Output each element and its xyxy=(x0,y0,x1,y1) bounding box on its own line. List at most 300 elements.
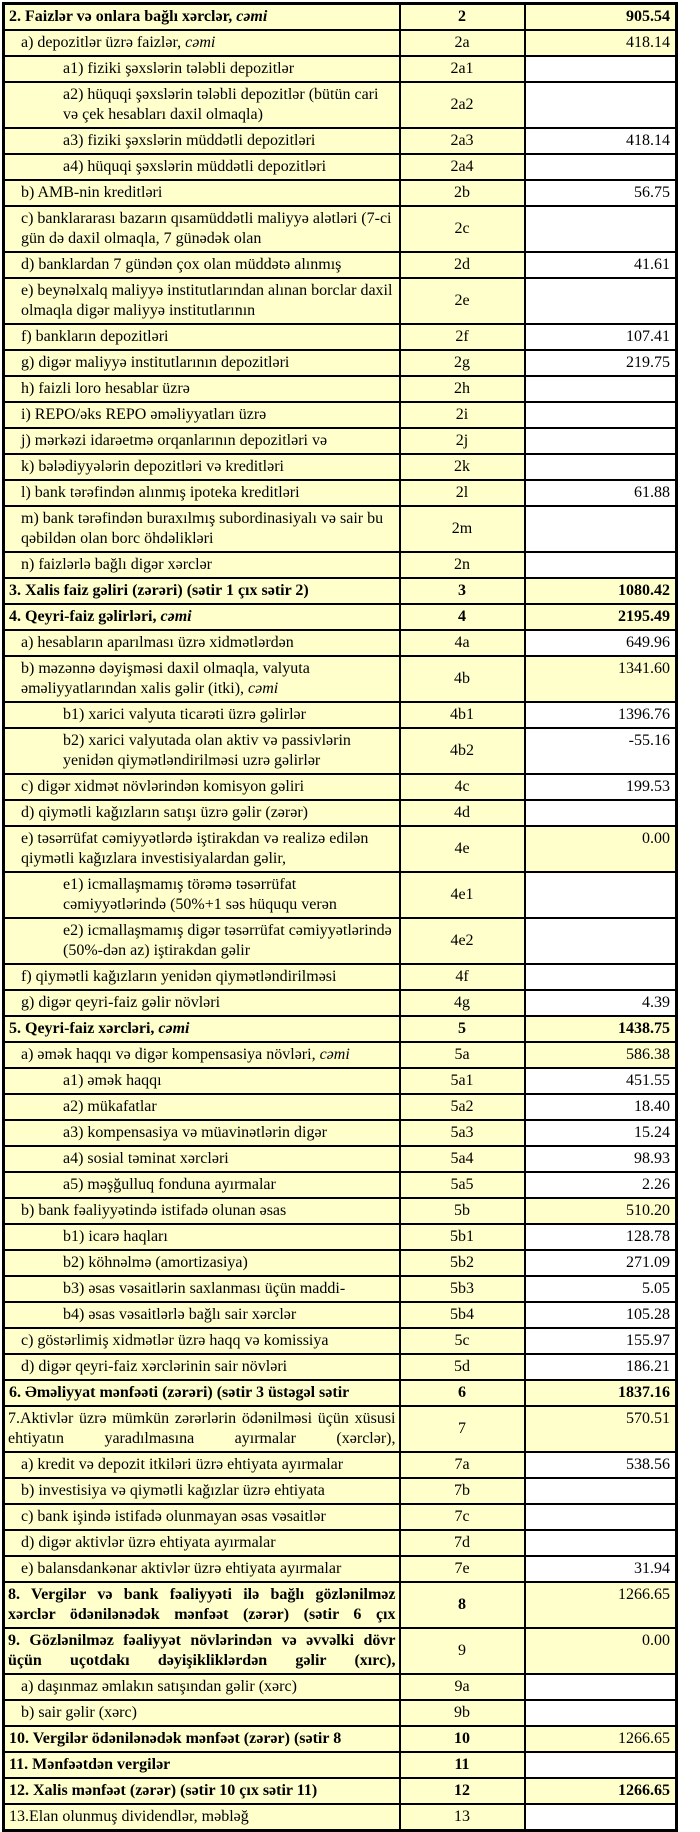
row-value-5b4[interactable]: 105.28 xyxy=(525,1302,677,1328)
row-value-7b[interactable] xyxy=(525,1478,677,1504)
row-code: 2a1 xyxy=(400,56,525,82)
row-code: 2j xyxy=(400,428,525,454)
table-row-5b4 xyxy=(4,1302,677,1328)
table-row-2a xyxy=(4,30,677,56)
row-label-text: c) banklararası bazarın qısamüddətli maliyyə alətləri (7-ci gün də daxil olmaqla, 7 günədək olan xyxy=(21,210,392,247)
table-row-2h xyxy=(4,376,677,402)
row-value-5: 1438.75 xyxy=(525,1016,677,1042)
row-code: 2k xyxy=(400,454,525,480)
row-label xyxy=(4,30,400,56)
row-value-5a4[interactable]: 98.93 xyxy=(525,1146,677,1172)
row-value-9a[interactable] xyxy=(525,1674,677,1700)
row-label xyxy=(4,1504,400,1530)
row-code: 12 xyxy=(400,1778,525,1804)
table-row-4e xyxy=(4,826,677,872)
row-label-text: c) göstərlimiş xidmətlər üzrə haqq və komissiya xyxy=(21,1332,329,1349)
row-label xyxy=(4,1582,400,1628)
row-label xyxy=(4,1276,400,1302)
row-value-4b1[interactable]: 1396.76 xyxy=(525,702,677,728)
row-code: 2c xyxy=(400,206,525,252)
row-label-text: c) bank işində istifadə olunmayan əsas vəsaitlər xyxy=(21,1508,326,1525)
row-code: 6 xyxy=(400,1380,525,1406)
row-code: 7b xyxy=(400,1478,525,1504)
row-label xyxy=(4,964,400,990)
table-row-5 xyxy=(4,1016,677,1042)
row-value-9: 0.00 xyxy=(525,1628,677,1674)
row-code: 5b xyxy=(400,1198,525,1224)
row-value-5b: 510.20 xyxy=(525,1198,677,1224)
row-label xyxy=(4,604,400,630)
row-label xyxy=(4,206,400,252)
row-code: 9a xyxy=(400,1674,525,1700)
row-code: 7c xyxy=(400,1504,525,1530)
table-row-2m xyxy=(4,506,677,552)
row-label-text: a4) hüquqi şəxslərin müddətli depozitləri xyxy=(63,158,327,175)
row-label-text: b2) xarici valyutada olan aktiv və passivlərin yenidən qiymətləndirilməsi uzrə gəlirlər xyxy=(63,732,351,769)
row-label xyxy=(4,872,400,918)
row-value-2n[interactable] xyxy=(525,552,677,578)
table-row-9 xyxy=(4,1628,677,1674)
row-label xyxy=(4,402,400,428)
row-label xyxy=(4,1042,400,1068)
row-label xyxy=(4,376,400,402)
table-row-2c xyxy=(4,206,677,252)
row-code: 13 xyxy=(400,1804,525,1831)
row-code: 2a xyxy=(400,30,525,56)
row-value-2: 905.54 xyxy=(525,4,677,31)
row-label-text: a4) sosial təminat xərcləri xyxy=(63,1150,229,1167)
row-value-3: 1080.42 xyxy=(525,578,677,604)
row-code: 5b2 xyxy=(400,1250,525,1276)
row-value-2d[interactable]: 41.61 xyxy=(525,252,677,278)
table-row-2a3 xyxy=(4,128,677,154)
row-code: 4b2 xyxy=(400,728,525,774)
row-label-text: e2) icmallaşmamış digər təsərrüfat cəmiyyətlərində (50%-dən az) iştirakdan gəlir xyxy=(63,922,392,959)
row-label-text: 7.Aktivlər üzrə mümkün zərərlərin ödənilməsi üçün xüsusi ehtiyatın yaradılmasına ayırmalar (xərclər), xyxy=(8,1410,396,1447)
table-row-5b3 xyxy=(4,1276,677,1302)
row-label xyxy=(4,1530,400,1556)
row-code: 5c xyxy=(400,1328,525,1354)
table-row-2g xyxy=(4,350,677,376)
row-value-4c[interactable]: 199.53 xyxy=(525,774,677,800)
row-code: 9 xyxy=(400,1628,525,1674)
row-value-11[interactable] xyxy=(525,1752,677,1778)
row-value-4e: 0.00 xyxy=(525,826,677,872)
row-value-2a: 418.14 xyxy=(525,30,677,56)
row-label xyxy=(4,1628,400,1674)
row-code: 5d xyxy=(400,1354,525,1380)
row-label-text: f) bankların depozitləri xyxy=(21,328,169,345)
row-label-text: 9. Gözlənilməz fəaliyyət növlərindən və əvvəlki dövr üçün uçotdakı dəyişikliklərdən gəlir (xırc), xyxy=(8,1632,396,1669)
row-value-2m[interactable] xyxy=(525,506,677,552)
table-row-5c xyxy=(4,1328,677,1354)
table-row-11 xyxy=(4,1752,677,1778)
row-label-text: 2. Faizlər və onlara bağlı xərclər, xyxy=(9,8,237,25)
row-label xyxy=(4,1016,400,1042)
table-row-4f xyxy=(4,964,677,990)
row-value-2a3[interactable]: 418.14 xyxy=(525,128,677,154)
table-row-2l xyxy=(4,480,677,506)
row-value-5c[interactable]: 155.97 xyxy=(525,1328,677,1354)
income-statement-table xyxy=(2,2,678,1832)
row-code: 2i xyxy=(400,402,525,428)
table-row-7d xyxy=(4,1530,677,1556)
row-value-8: 1266.65 xyxy=(525,1582,677,1628)
table-row-10 xyxy=(4,1726,677,1752)
table-row-13 xyxy=(4,1804,677,1831)
row-code: 9b xyxy=(400,1700,525,1726)
row-label-text: f) qiymətli kağızların yenidən qiymətləndirilməsi xyxy=(21,968,337,985)
row-label-text: b) investisiya və qiymətli kağızlar üzrə ehtiyata xyxy=(21,1482,325,1499)
row-label-text: e) beynəlxalq maliyyə institutlarından alınan borclar daxil olmaqla digər maliyyə institutlarının xyxy=(21,282,393,319)
row-value-5d[interactable]: 186.21 xyxy=(525,1354,677,1380)
row-label-italic: cəmi xyxy=(185,34,216,51)
row-label-italic: cəmi xyxy=(248,680,279,697)
row-label-text: e1) icmallaşmamış törəmə təsərrüfat cəmiyyətlərində (50%+1 səs hüququ verən xyxy=(63,876,337,913)
row-code: 5b1 xyxy=(400,1224,525,1250)
row-label-text: d) digər aktivlər üzrə ehtiyata ayırmalar xyxy=(21,1534,276,1551)
row-code: 7d xyxy=(400,1530,525,1556)
row-code: 2f xyxy=(400,324,525,350)
row-label-text: 11. Mənfəətdən vergilər xyxy=(9,1756,171,1773)
row-label-text: b2) köhnəlmə (amortizasiya) xyxy=(63,1254,248,1271)
row-label xyxy=(4,702,400,728)
row-code: 7a xyxy=(400,1452,525,1478)
row-value-4a[interactable]: 649.96 xyxy=(525,630,677,656)
row-label-text: 5. Qeyri-faiz xərcləri, xyxy=(9,1020,159,1037)
row-value-7e[interactable]: 31.94 xyxy=(525,1556,677,1582)
table-row-9b xyxy=(4,1700,677,1726)
row-value-2c[interactable] xyxy=(525,206,677,252)
row-label xyxy=(4,1478,400,1504)
row-label xyxy=(4,252,400,278)
table-row-5a2 xyxy=(4,1094,677,1120)
row-value-2a1[interactable] xyxy=(525,56,677,82)
row-label xyxy=(4,656,400,702)
table-row-2k xyxy=(4,454,677,480)
row-label-text: d) qiymətli kağızların satışı üzrə gəlir (zərər) xyxy=(21,804,308,821)
row-label-text: 10. Vergilər ödənilənədək mənfəət (zərər) (sətir 8 xyxy=(9,1730,342,1747)
row-label-text: a) depozitlər üzrə faizlər, xyxy=(21,34,186,51)
row-value-7c[interactable] xyxy=(525,1504,677,1530)
table-row-5a3 xyxy=(4,1120,677,1146)
row-label xyxy=(4,1250,400,1276)
table-row-5a4 xyxy=(4,1146,677,1172)
row-label xyxy=(4,324,400,350)
row-value-5a1[interactable]: 451.55 xyxy=(525,1068,677,1094)
row-label-text: j) mərkəzi idarəetmə orqanlarının depozitləri və xyxy=(21,432,328,449)
table-row-4c xyxy=(4,774,677,800)
table-row-5a1 xyxy=(4,1068,677,1094)
row-label-text: a5) məşğulluq fonduna ayırmalar xyxy=(63,1176,276,1193)
row-code: 7e xyxy=(400,1556,525,1582)
row-label xyxy=(4,1804,400,1831)
row-value-4e2[interactable] xyxy=(525,918,677,964)
row-label-text: 4. Qeyri-faiz gəlirləri, xyxy=(9,608,161,625)
row-label-text: k) bələdiyyələrin depozitləri və kreditləri xyxy=(21,458,284,475)
row-value-2f[interactable]: 107.41 xyxy=(525,324,677,350)
row-label xyxy=(4,918,400,964)
row-label-text: 12. Xalis mənfəət (zərər) (sətir 10 çıx sətir 11) xyxy=(9,1782,318,1799)
row-code: 5a1 xyxy=(400,1068,525,1094)
row-label xyxy=(4,990,400,1016)
row-code: 4a xyxy=(400,630,525,656)
table-row-2a1 xyxy=(4,56,677,82)
row-label-text: a2) hüquqi şəxslərin tələbli depozitlər (bütün cari və çek hesabları daxil olmaqla) xyxy=(63,86,379,123)
row-code: 4e2 xyxy=(400,918,525,964)
table-row-7e xyxy=(4,1556,677,1582)
table-row-4e2 xyxy=(4,918,677,964)
row-label-text: g) digər qeyri-faiz gəlir növləri xyxy=(21,994,221,1011)
row-label xyxy=(4,128,400,154)
row-label xyxy=(4,278,400,324)
row-label xyxy=(4,578,400,604)
row-value-10: 1266.65 xyxy=(525,1726,677,1752)
row-code: 5a5 xyxy=(400,1172,525,1198)
row-value-5b1[interactable]: 128.78 xyxy=(525,1224,677,1250)
table-row-2f xyxy=(4,324,677,350)
row-value-5b3[interactable]: 5.05 xyxy=(525,1276,677,1302)
row-label-text: a1) fiziki şəxslərin tələbli depozitlər xyxy=(63,60,295,77)
row-code: 5 xyxy=(400,1016,525,1042)
row-label-text: a2) mükafatlar xyxy=(63,1098,157,1115)
table-row-5a xyxy=(4,1042,677,1068)
row-label xyxy=(4,56,400,82)
row-label xyxy=(4,1120,400,1146)
row-code: 4b1 xyxy=(400,702,525,728)
table-row-4b1 xyxy=(4,702,677,728)
table-row-12 xyxy=(4,1778,677,1804)
row-code: 5b4 xyxy=(400,1302,525,1328)
row-label-text: b3) əsas vəsaitlərin saxlanması üçün maddi- xyxy=(63,1280,346,1297)
row-code: 4f xyxy=(400,964,525,990)
row-label-italic: cəmi xyxy=(160,608,192,625)
table-row-6 xyxy=(4,1380,677,1406)
row-label xyxy=(4,1452,400,1478)
row-code: 2h xyxy=(400,376,525,402)
row-label-text: a) daşınmaz əmlakın satışından gəlir (xərc) xyxy=(21,1678,297,1695)
row-label xyxy=(4,480,400,506)
row-label-text: a) kredit və depozit itkiləri üzrə ehtiyata ayırmalar xyxy=(21,1456,344,1473)
row-value-2g[interactable]: 219.75 xyxy=(525,350,677,376)
row-label xyxy=(4,154,400,180)
row-code: 2a3 xyxy=(400,128,525,154)
row-label xyxy=(4,4,400,31)
table-row-4e1 xyxy=(4,872,677,918)
row-value-5a5[interactable]: 2.26 xyxy=(525,1172,677,1198)
table-row-7c xyxy=(4,1504,677,1530)
row-label-text: 6. Əməliyyat mənfəəti (zərəri) (sətir 3 üstəgəl sətir xyxy=(9,1384,350,1401)
row-label xyxy=(4,1224,400,1250)
row-label xyxy=(4,1674,400,1700)
row-label-text: g) digər maliyyə institutlarının depozitləri xyxy=(21,354,290,371)
table-row-2i xyxy=(4,402,677,428)
row-label xyxy=(4,1198,400,1224)
row-value-5a2[interactable]: 18.40 xyxy=(525,1094,677,1120)
row-label-text: b1) icarə haqları xyxy=(63,1228,168,1245)
row-label xyxy=(4,1146,400,1172)
table-row-2a2 xyxy=(4,82,677,128)
table-row-4 xyxy=(4,604,677,630)
row-label xyxy=(4,800,400,826)
table-row-7b xyxy=(4,1478,677,1504)
row-code: 10 xyxy=(400,1726,525,1752)
row-code: 2m xyxy=(400,506,525,552)
row-value-2h[interactable] xyxy=(525,376,677,402)
row-label-text: 8. Vergilər və bank fəaliyyəti ilə bağlı gözlənilməz xərclər ödənilənədək mənfəət (zərər) (sətir 6 çıx xyxy=(8,1586,396,1623)
row-value-2a4[interactable] xyxy=(525,154,677,180)
row-value-2j[interactable] xyxy=(525,428,677,454)
row-value-2k[interactable] xyxy=(525,454,677,480)
row-label xyxy=(4,1302,400,1328)
row-label-text: d) banklardan 7 gündən çox olan müddətə alınmış xyxy=(21,256,342,273)
row-value-2e[interactable] xyxy=(525,278,677,324)
row-label xyxy=(4,1380,400,1406)
table-row-7 xyxy=(4,1406,677,1452)
row-label xyxy=(4,728,400,774)
table-row-4a xyxy=(4,630,677,656)
row-label-text: a3) fiziki şəxslərin müddətli depozitləri xyxy=(63,132,316,149)
row-label-italic: cəmi xyxy=(158,1020,190,1037)
row-value-5a3[interactable]: 15.24 xyxy=(525,1120,677,1146)
row-value-4b: 1341.60 xyxy=(525,656,677,702)
row-value-4g[interactable]: 4.39 xyxy=(525,990,677,1016)
report-table-body xyxy=(4,4,677,1831)
table-row-2d xyxy=(4,252,677,278)
row-label xyxy=(4,630,400,656)
row-value-2i[interactable] xyxy=(525,402,677,428)
row-label xyxy=(4,82,400,128)
row-code: 2n xyxy=(400,552,525,578)
row-value-7a[interactable]: 538.56 xyxy=(525,1452,677,1478)
row-value-4b2[interactable]: -55.16 xyxy=(525,728,677,774)
row-label-italic: cəmi xyxy=(319,1046,350,1063)
row-label xyxy=(4,1752,400,1778)
row-code: 5a xyxy=(400,1042,525,1068)
table-row-2a4 xyxy=(4,154,677,180)
row-code: 4e xyxy=(400,826,525,872)
row-label xyxy=(4,1406,400,1452)
row-value-4: 2195.49 xyxy=(525,604,677,630)
row-value-4e1[interactable] xyxy=(525,872,677,918)
row-value-12: 1266.65 xyxy=(525,1778,677,1804)
row-label-text: d) digər qeyri-faiz xərclərinin sair növləri xyxy=(21,1358,288,1375)
row-label xyxy=(4,826,400,872)
row-label-text: 13.Elan olunmuş dividendlər, məbləğ xyxy=(9,1808,249,1825)
row-label-italic: cəmi xyxy=(236,8,268,25)
row-code: 4g xyxy=(400,990,525,1016)
row-code: 8 xyxy=(400,1582,525,1628)
row-code: 5b3 xyxy=(400,1276,525,1302)
table-row-2e xyxy=(4,278,677,324)
row-label-text: b) sair gəlir (xərc) xyxy=(21,1704,137,1721)
table-row-4b xyxy=(4,656,677,702)
row-label-text: a1) əmək haqqı xyxy=(63,1072,162,1089)
table-row-5b1 xyxy=(4,1224,677,1250)
row-code: 4 xyxy=(400,604,525,630)
row-label-text: l) bank tərəfindən alınmış ipoteka kreditləri xyxy=(21,484,300,501)
row-label-text: h) faizli loro hesablar üzrə xyxy=(21,380,190,397)
row-label-text: m) bank tərəfindən buraxılmış subordinasiyalı və sair bu qəbildən olan borc öhdəlikləri xyxy=(21,510,384,547)
row-label-text: b) məzənnə dəyişməsi daxil olmaqla, valyuta əməliyyatlarından xalis gəlir (itki), xyxy=(21,660,310,697)
table-row-5d xyxy=(4,1354,677,1380)
table-row-4b2 xyxy=(4,728,677,774)
row-label-text: b) bank fəaliyyətində istifadə olunan əsas xyxy=(21,1202,287,1219)
table-row-3 xyxy=(4,578,677,604)
row-label xyxy=(4,350,400,376)
row-label-text: c) digər xidmət növlərindən komisyon gəliri xyxy=(21,778,305,795)
row-label xyxy=(4,180,400,206)
row-code: 2 xyxy=(400,4,525,31)
row-label-text: e) təsərrüfat cəmiyyətlərdə iştirakdan və realizə edilən qiymətli kağızlara investisiyalardan gəlir, xyxy=(21,830,369,867)
row-label-text: a) hesabların aparılması üzrə xidmətlərdən xyxy=(21,634,294,651)
table-row-2b xyxy=(4,180,677,206)
row-label-text: i) REPO/əks REPO əməliyyatları üzrə xyxy=(21,406,267,423)
row-code: 4d xyxy=(400,800,525,826)
row-label xyxy=(4,1778,400,1804)
row-code: 2e xyxy=(400,278,525,324)
row-label xyxy=(4,428,400,454)
row-value-2b[interactable]: 56.75 xyxy=(525,180,677,206)
row-value-2a2[interactable] xyxy=(525,82,677,128)
table-row-5a5 xyxy=(4,1172,677,1198)
row-value-7d[interactable] xyxy=(525,1530,677,1556)
row-code: 4c xyxy=(400,774,525,800)
row-label-text: a3) kompensasiya və müavinətlərin digər xyxy=(63,1124,327,1141)
row-label-text: n) faizlərlə bağlı digər xərclər xyxy=(21,556,212,573)
row-value-4f[interactable] xyxy=(525,964,677,990)
table-row-5b xyxy=(4,1198,677,1224)
row-code: 11 xyxy=(400,1752,525,1778)
row-label xyxy=(4,1094,400,1120)
row-label xyxy=(4,1700,400,1726)
row-label-text: e) balansdankənar aktivlər üzrə ehtiyata ayırmalar xyxy=(21,1560,342,1577)
row-label xyxy=(4,1556,400,1582)
row-label xyxy=(4,506,400,552)
row-code: 5a2 xyxy=(400,1094,525,1120)
table-row-2 xyxy=(4,4,677,31)
row-label-text: b1) xarici valyuta ticarəti üzrə gəlirlər xyxy=(63,706,306,723)
row-label xyxy=(4,1354,400,1380)
row-code: 4e1 xyxy=(400,872,525,918)
table-row-9a xyxy=(4,1674,677,1700)
row-label xyxy=(4,1726,400,1752)
row-value-2l[interactable]: 61.88 xyxy=(525,480,677,506)
row-label-text: a) əmək haqqı və digər kompensasiya növləri, xyxy=(21,1046,320,1063)
table-row-5b2 xyxy=(4,1250,677,1276)
row-value-4d[interactable] xyxy=(525,800,677,826)
row-code: 2a4 xyxy=(400,154,525,180)
row-label xyxy=(4,1172,400,1198)
row-code: 5a4 xyxy=(400,1146,525,1172)
row-label xyxy=(4,454,400,480)
table-row-7a xyxy=(4,1452,677,1478)
row-value-13[interactable] xyxy=(525,1804,677,1831)
row-label xyxy=(4,774,400,800)
row-label-text: 3. Xalis faiz gəliri (zərəri) (sətir 1 çıx sətir 2) xyxy=(9,582,309,599)
row-code: 2b xyxy=(400,180,525,206)
table-row-4d xyxy=(4,800,677,826)
row-value-9b[interactable] xyxy=(525,1700,677,1726)
row-value-5b2[interactable]: 271.09 xyxy=(525,1250,677,1276)
row-code: 3 xyxy=(400,578,525,604)
row-code: 2d xyxy=(400,252,525,278)
row-code: 2a2 xyxy=(400,82,525,128)
row-code: 4b xyxy=(400,656,525,702)
row-code: 2g xyxy=(400,350,525,376)
row-code: 5a3 xyxy=(400,1120,525,1146)
row-code: 2l xyxy=(400,480,525,506)
